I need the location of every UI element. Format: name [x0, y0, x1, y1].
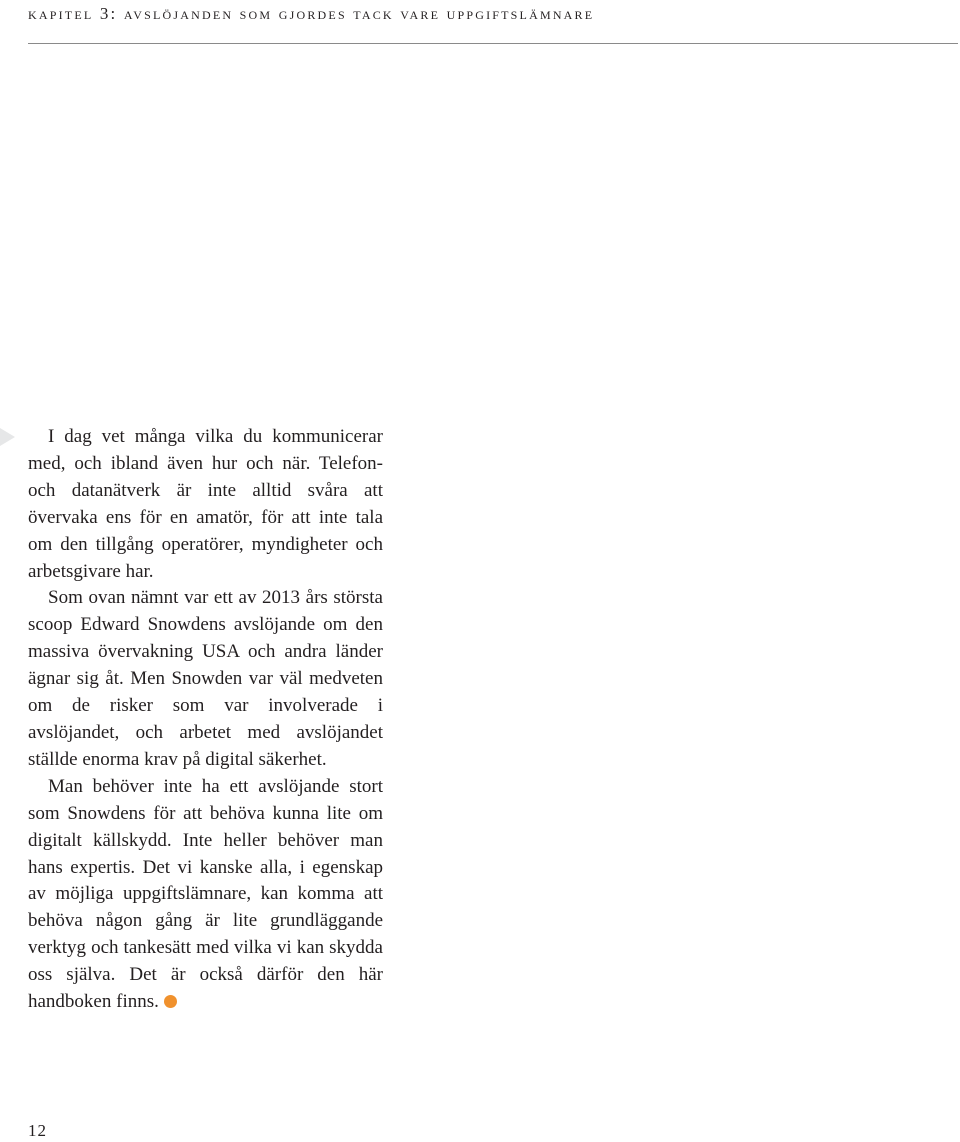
paragraph: [28, 585, 383, 773]
page-number: 12: [28, 1121, 47, 1140]
running-head: kapitel 3: avslöjanden som gjordes tack vare uppgiftslämnare: [28, 4, 595, 23]
end-of-article-dot-icon: [164, 995, 177, 1008]
paragraph: [28, 774, 383, 1016]
header-rule: [28, 43, 958, 44]
paragraph-text: Som ovan nämnt var ett av 2013 års största scoop Edward Snowdens avslöjande om den massiva övervakning USA och andra länder ägnar sig åt. Men Snowden var väl medveten om de risker som var involverade i avslöjandet, och arbetet med avslöjandet ställde enorma krav på digital säkerhet.: [28, 587, 383, 770]
paragraph-text: Man behöver inte ha ett avslöjande stort som Snowdens för att behöva kunna lite om digitalt källskydd. Inte heller behöver man hans expertis. Det vi kanske alla, i egenskap av möjliga uppgiftslämnare, kan komma att behöva någon gång är lite grundläggande verktyg och tankesätt med vilka vi kan skydda oss själva. Det är också därför den här handboken finns.: [28, 775, 383, 1013]
triangle-marker-icon: [0, 428, 15, 446]
body-text: [28, 424, 383, 1016]
paragraph: I dag vet många vilka du kommunicerar med, och ibland även hur och när. Telefon- och datanätverk är inte alltid svåra att övervaka ens för en amatör, för att inte tala om den tillgång operatörer, myndigheter och arbetsgivare har.: [28, 426, 383, 582]
